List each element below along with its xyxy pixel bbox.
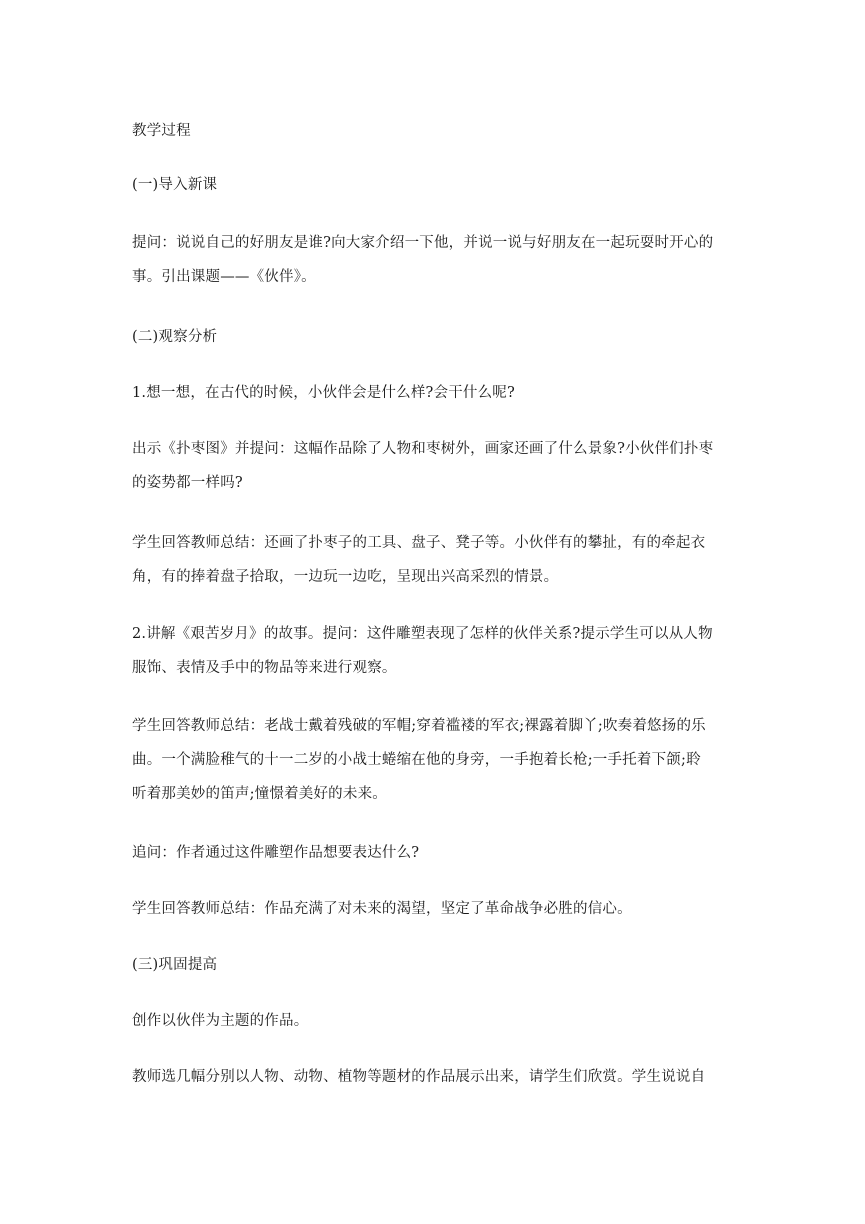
- section-heading-consolidate: [132, 948, 744, 982]
- text-line: 教师选几幅分别以人物、动物、植物等题材的作品展示出来，请学生们欣赏。学生说说自: [132, 1069, 706, 1085]
- text-line: (三)巩固提高: [132, 957, 218, 973]
- text-line: 曲。一个满脸稚气的十一二岁的小战士蜷缩在他的身旁，一手抱着长枪;一手托着下颌;聆: [132, 752, 701, 768]
- text-line: 1.想一想，在古代的时候，小伙伴会是什么样?会干什么呢?: [132, 385, 515, 401]
- paragraph-summary-3: [132, 892, 744, 926]
- text-line: 的姿势都一样吗?: [132, 475, 243, 491]
- paragraph-item-1: [132, 376, 744, 410]
- heading-teaching-process: [132, 114, 744, 148]
- paragraph-follow-up: [132, 836, 744, 870]
- text-line: 事。引出课题——《伙伴》。: [132, 269, 316, 285]
- paragraph-summary-1: [132, 526, 744, 594]
- paragraph-summary-2: [132, 709, 744, 811]
- text-line: 教学过程: [132, 123, 191, 139]
- section-heading-intro: [132, 168, 744, 202]
- text-line: 角，有的捧着盘子拾取，一边玩一边吃，呈现出兴高采烈的情景。: [132, 569, 559, 585]
- paragraph-puzao: [132, 432, 744, 500]
- paragraph-teacher-select: [132, 1060, 744, 1094]
- paragraph-question: [132, 226, 744, 294]
- text-line: 创作以伙伴为主题的作品。: [132, 1013, 309, 1029]
- section-heading-analysis: [132, 320, 744, 354]
- text-line: 学生回答教师总结：老战士戴着残破的军帽;穿着褴褛的军衣;裸露着脚丫;吹奏着悠扬的乐: [132, 718, 706, 734]
- paragraph-item-2: [132, 617, 744, 685]
- paragraph-create: [132, 1004, 744, 1038]
- text-line: 学生回答教师总结：还画了扑枣子的工具、盘子、凳子等。小伙伴有的攀扯，有的牵起衣: [132, 535, 706, 551]
- text-line: 提问：说说自己的好朋友是谁?向大家介绍一下他，并说一说与好朋友在一起玩耍时开心的: [132, 235, 714, 251]
- text-line: 出示《扑枣图》并提问：这幅作品除了人物和枣树外，画家还画了什么景象?小伙伴们扑枣: [132, 441, 714, 457]
- text-line: (二)观察分析: [132, 329, 218, 345]
- text-line: (一)导入新课: [132, 177, 218, 193]
- text-line: 追问：作者通过这件雕塑作品想要表达什么?: [132, 845, 420, 861]
- text-line: 服饰、表情及手中的物品等来进行观察。: [132, 660, 397, 676]
- text-line: 2.讲解《艰苦岁月》的故事。提问：这件雕塑表现了怎样的伙伴关系?提示学生可以从人物: [132, 626, 713, 642]
- text-line: 听着那美妙的笛声;憧憬着美好的未来。: [132, 786, 387, 802]
- text-line: 学生回答教师总结：作品充满了对未来的渴望，坚定了革命战争必胜的信心。: [132, 901, 632, 917]
